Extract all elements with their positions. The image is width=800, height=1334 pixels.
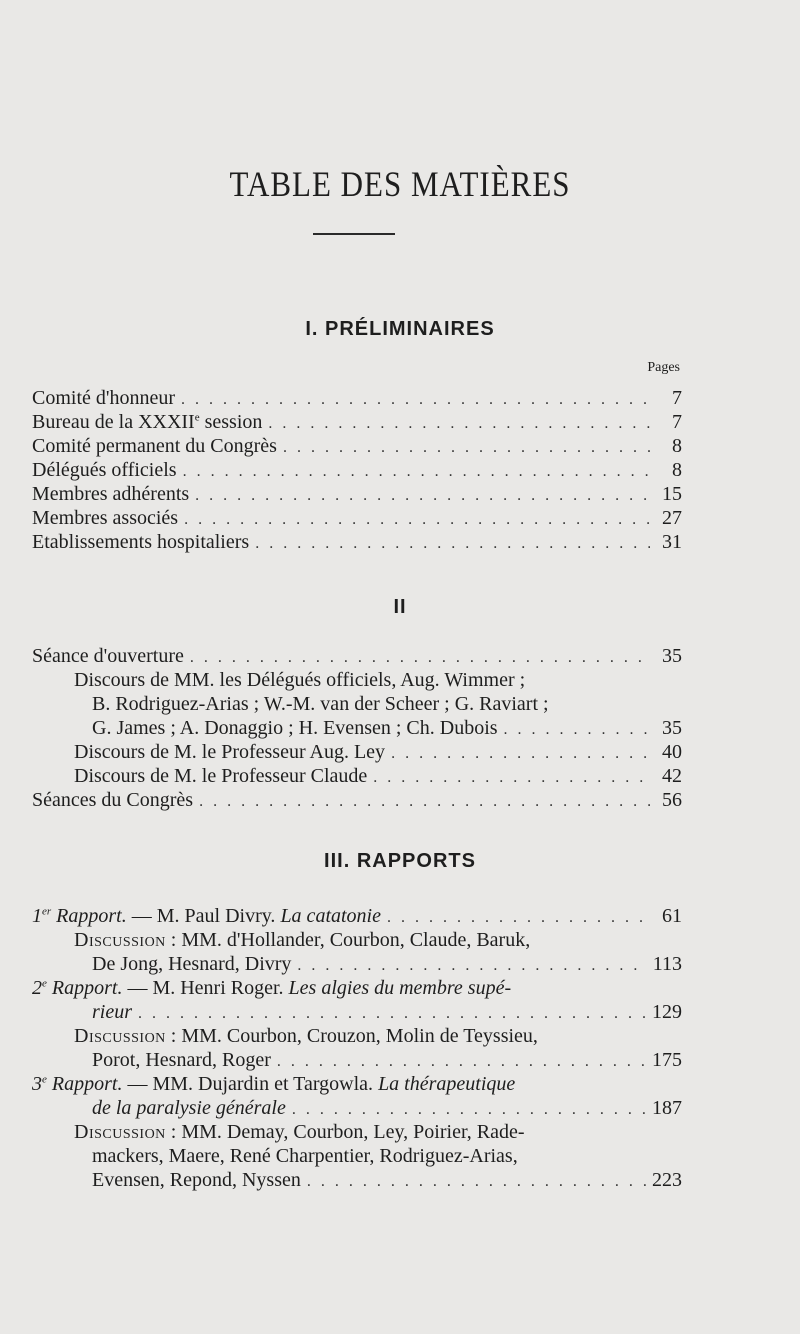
- leader-dots: [268, 412, 650, 436]
- toc-entry: [32, 644, 682, 668]
- toc-entry-page: 129: [652, 1001, 682, 1023]
- toc-entry-label: Etablissements hospitaliers: [32, 531, 250, 553]
- toc-entry: [92, 952, 682, 976]
- toc-entry-page: 7: [672, 387, 682, 409]
- leader-dots: [373, 766, 650, 790]
- toc-entry: [32, 482, 682, 506]
- toc-entry-label: Membres associés: [32, 507, 179, 529]
- toc-entry-page: 61: [662, 905, 682, 927]
- toc-entry-label: Discours de M. le Professeur Aug. Ley: [74, 741, 386, 763]
- toc-entry-page: 35: [662, 645, 682, 667]
- toc-entry: [32, 788, 682, 812]
- leader-dots: [195, 484, 650, 508]
- toc-entry-page: 27: [662, 507, 682, 529]
- section-3-heading: III. RAPPORTS: [324, 850, 476, 872]
- toc-entry-continuation: B. Rodriguez-Arias ; W.-M. van der Scheer ; G. Raviart ;: [92, 693, 549, 715]
- toc-entry-label: Délégués officiels: [32, 459, 177, 481]
- toc-entry-page: 56: [662, 789, 682, 811]
- toc-entry-label: G. James ; A. Donaggio ; H. Evensen ; Ch. Dubois: [92, 717, 498, 739]
- toc-entry-page: 35: [662, 717, 682, 739]
- leader-dots: [307, 1170, 646, 1194]
- toc-entry-page: 8: [672, 459, 682, 481]
- toc-entry-label: Evensen, Repond, Nyssen: [92, 1169, 301, 1191]
- toc-entry-label: Membres adhérents: [32, 483, 190, 505]
- leader-dots: [391, 742, 650, 766]
- toc-entry-label: Porot, Hesnard, Roger: [92, 1049, 271, 1071]
- toc-entry: [92, 1096, 682, 1120]
- toc-entry: [32, 904, 682, 928]
- toc-entry: [92, 1168, 682, 1192]
- toc-entry-page: 40: [662, 741, 682, 763]
- toc-entry: [32, 410, 682, 434]
- toc-entry-page: 223: [652, 1169, 682, 1191]
- toc-entry-page: 7: [672, 411, 682, 433]
- leader-dots: [181, 388, 650, 412]
- toc-entry-label: De Jong, Hesnard, Divry: [92, 953, 292, 975]
- leader-dots: [297, 954, 646, 978]
- toc-entry-label: Comité permanent du Congrès: [32, 435, 277, 457]
- toc-entry: [32, 434, 682, 458]
- leader-dots: [387, 906, 650, 930]
- toc-entry-label: rieur: [92, 1001, 132, 1023]
- toc-entry-continuation: Discours de MM. les Délégués officiels, Aug. Wimmer ;: [74, 669, 526, 691]
- leader-dots: [184, 508, 650, 532]
- section-1-heading: I. PRÉLIMINAIRES: [305, 318, 495, 340]
- page-title: TABLE DES MATIÈRES: [229, 164, 571, 205]
- pages-column-label: Pages: [647, 360, 680, 375]
- toc-entry-page: 8: [672, 435, 682, 457]
- toc-entry-page: 15: [662, 483, 682, 505]
- toc-entry: [32, 386, 682, 410]
- leader-dots: [504, 718, 650, 742]
- toc-entry-continuation: Discussion : MM. d'Hollander, Courbon, Claude, Baruk,: [74, 929, 531, 951]
- toc-entry-label: 1er Rapport. — M. Paul Divry. La catatonie: [32, 905, 381, 927]
- title-divider: [313, 233, 395, 235]
- toc-entry-label: Comité d'honneur: [32, 387, 176, 409]
- toc-entry-continuation: mackers, Maere, René Charpentier, Rodriguez-Arias,: [92, 1145, 518, 1167]
- toc-entry-label: Bureau de la XXXIIe session: [32, 411, 263, 433]
- leader-dots: [199, 790, 650, 814]
- leader-dots: [292, 1098, 646, 1122]
- leader-dots: [183, 460, 650, 484]
- toc-entry-page: 31: [662, 531, 682, 553]
- toc-entry-page: 113: [652, 953, 682, 975]
- toc-entry-label: Séance d'ouverture: [32, 645, 184, 667]
- leader-dots: [283, 436, 650, 460]
- toc-entry-label: Discours de M. le Professeur Claude: [74, 765, 368, 787]
- leader-dots: [138, 1002, 646, 1026]
- toc-entry-continuation: 3e Rapport. — MM. Dujardin et Targowla. La thérapeutique: [32, 1073, 516, 1095]
- toc-entry-label: Séances du Congrès: [32, 789, 194, 811]
- leader-dots: [277, 1050, 646, 1074]
- toc-entry: [92, 716, 682, 740]
- toc-entry: [74, 764, 682, 788]
- toc-entry-continuation: Discussion : MM. Courbon, Crouzon, Molin de Teyssieu,: [74, 1025, 538, 1047]
- toc-entry-page: 175: [652, 1049, 682, 1071]
- toc-entry-page: 42: [662, 765, 682, 787]
- toc-entry: [32, 506, 682, 530]
- toc-entry: [32, 458, 682, 482]
- toc-entry: [92, 1000, 682, 1024]
- toc-entry: [74, 740, 682, 764]
- toc-entry-label: de la paralysie générale: [92, 1097, 286, 1119]
- toc-entry-continuation: 2e Rapport. — M. Henri Roger. Les algies du membre supé-: [32, 977, 512, 999]
- toc-entry: [32, 530, 682, 554]
- section-2-heading: II: [393, 596, 407, 618]
- toc-entry: [92, 1048, 682, 1072]
- leader-dots: [255, 532, 650, 556]
- leader-dots: [190, 646, 650, 670]
- toc-entry-page: 187: [652, 1097, 682, 1119]
- toc-entry-continuation: Discussion : MM. Demay, Courbon, Ley, Poirier, Rade-: [74, 1121, 525, 1143]
